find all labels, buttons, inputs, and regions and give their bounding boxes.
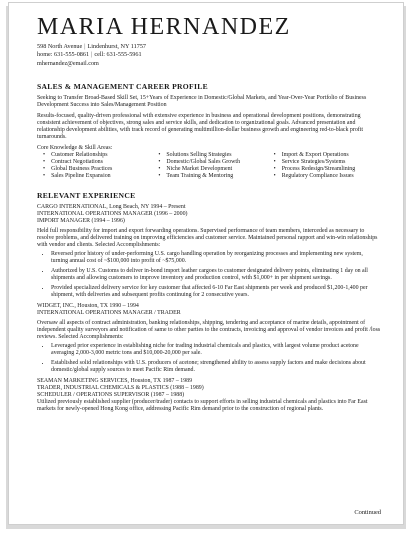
skill-item: • Sales Pipeline Expansion: [43, 173, 150, 180]
candidate-name: MARIA HERNANDEZ: [37, 14, 291, 40]
accomplishment-item: • Established solid relationships with U.S. producers of acetone; strengthened ability to assess supply factors and make decisions about domestic/global supply sources to meet Pacific Rim demand.: [51, 360, 381, 374]
job-entry-widget: [37, 303, 381, 374]
skill-item: • Niche Market Development: [158, 166, 265, 173]
job-title-line: IMPORT MANAGER (1994 – 1996): [37, 218, 125, 225]
accomplishment-item: • Leveraged prior experience in establishing niche for trading industrial chemicals and plastics, with largest volume product acetone averaging 2,000-3,000 metric tons and $10,000-20,000 per sale.: [51, 343, 381, 357]
accomplishment-item: • Authorized by U.S. Customs to deliver in-bond import leather cargoes to customer designated delivery points, eliminating 1 day on all shipments and allowing customers to improve inventory and production control, with $1,000+ in per shipment savings.: [51, 268, 381, 282]
job-title-line: SCHEDULER / OPERATIONS SUPERVISOR (1987 – 1988): [37, 392, 185, 399]
job-entry-cargo: [37, 204, 381, 299]
skill-item: • Process Redesign/Streamlining: [274, 166, 381, 173]
continued-label: Continued: [354, 509, 381, 516]
accomplishment-item: • Provided specialized delivery service for key customer that affected 6-10 Far East shipments per week and produced $1,200-1,400 per shipment, with deliveries and subsequent profits continuing for 2 consecutive years.: [51, 285, 381, 299]
home-phone: home: 631-555-0861: [37, 51, 90, 59]
skill-areas-grid: [43, 152, 381, 180]
phone-line: home: 631-555-0861 | cell: 631-555-5961: [37, 51, 142, 59]
job-entry-seaman: [37, 378, 381, 413]
job-summary: Oversaw all aspects of contract administration, banking relationships, shipping, tendering and acceptance of marine details, appointment of independent quality surveyors and notification of same to other parties to the contracts, invoicing and approval of vendor invoices and profit /loss reviews. Selected Accomplishments:: [37, 319, 381, 341]
job-title-line: TRADER, INDUSTRIAL CHEMICALS & PLASTICS (1988 – 1989): [37, 385, 204, 392]
skill-item: • Regulatory Compliance Issues: [274, 173, 381, 180]
profile-details: Results-focused, quality-driven professional with extensive experience in business and operational development positions, demonstrating consistent achievement of objectives, strong sales and service skills, and dedication to organizational goals. Advanced presentation and relationship development abilities, with track record of generating multimillion-dollar business growth and engineering red-to-black profit turnarounds.: [37, 113, 364, 141]
experience-heading: RELEVANT EXPERIENCE: [37, 191, 136, 201]
resume-page: [8, 2, 404, 525]
accomplishment-list: [37, 251, 381, 299]
job-title-line: INTERNATIONAL OPERATIONS MANAGER (1996 – 2000): [37, 211, 188, 218]
job-employer-line: CARGO INTERNATIONAL, Long Beach, NY 1994 – Present: [37, 204, 186, 211]
address-line: 598 North Avenue | Lindenhurst, NY 11757: [37, 43, 147, 50]
job-employer-line: WIDGET, INC., Houston, TX 1990 – 1994: [37, 302, 139, 309]
profile-summary: Seeking to Transfer Broad-Based Skill Set, 15+Years of Experience in Domestic/Global Markets, and Year-Over-Year Portfolio of Business Development Success into Sales/Management Position: [37, 94, 367, 108]
job-employer-line: SEAMAN MARKETING SERVICES, Houston, TX 1987 – 1989: [37, 378, 193, 385]
cell-phone: cell: 631-555-5961: [94, 51, 142, 59]
accomplishment-list: [37, 343, 381, 374]
skill-item: • Global Business Practices: [43, 166, 150, 173]
job-summary: Utilized previously established supplier (producer/trader) contacts to support efforts in selling industrial chemicals and plastics into Far East markets for newly-opened Hong Kong office, addressing Pacific Rim demand prior to the construction of regional plants.: [37, 399, 368, 413]
skill-item: • Domestic/Global Sales Growth: [158, 159, 265, 166]
email-address[interactable]: mhernandez@email.com: [37, 59, 99, 67]
city-address: Lindenhurst, NY 11757: [87, 43, 147, 50]
skill-item: • Import & Export Operations: [274, 152, 381, 159]
skill-item: • Customer Relationships: [43, 152, 150, 159]
email-line: [37, 60, 381, 68]
skill-item: • Team Training & Mentoring: [158, 173, 265, 180]
skill-item: • Contract Negotiations: [43, 159, 150, 166]
street-address: 598 North Avenue: [37, 43, 83, 50]
profile-heading: SALES & MANAGEMENT CAREER PROFILE: [37, 81, 208, 91]
skill-areas-title: Core Knowledge & Skill Areas:: [37, 145, 113, 152]
job-summary: Held full responsibility for import and export forwarding operations. Supervised performance of team members, interceded as necessary to resolve problems, and delivered training on improving efficiencies and customer service. Maintained personal rapport and win-win relationships with vendor and clients. Selected Accomplishments:: [37, 228, 378, 249]
job-title-line: INTERNATIONAL OPERATIONS MANAGER / TRADER: [37, 309, 181, 316]
accomplishment-item: • Reversed prior history of under-performing U.S. cargo handling operation by reorganizing processes and implementing new system, turning annual cost of ~$100,000 into profit of ~$75,000.: [51, 251, 381, 265]
skill-item: • Solutions Selling Strategies: [158, 152, 265, 159]
skill-item: • Service Strategies/Systems: [274, 159, 381, 166]
